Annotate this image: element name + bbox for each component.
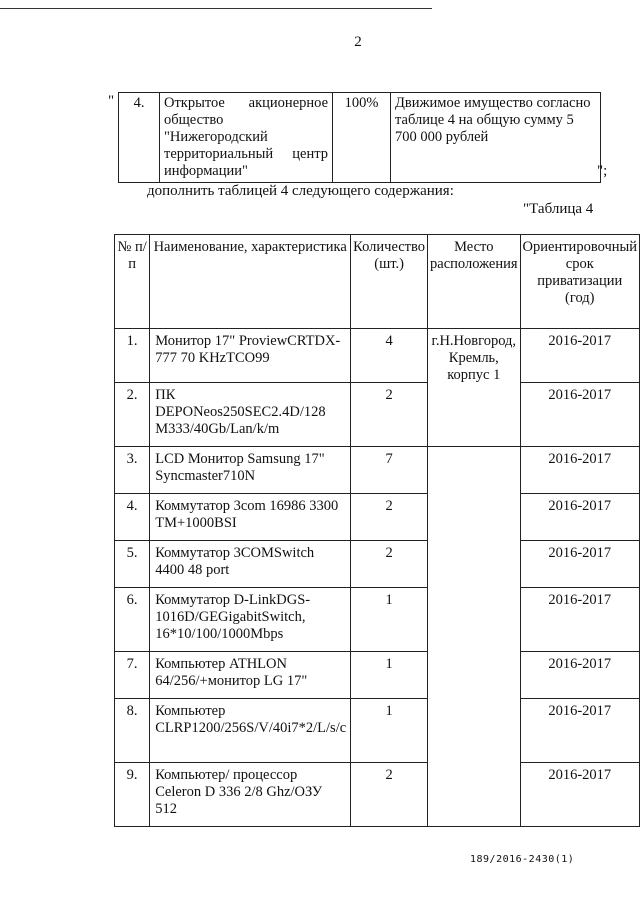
intro-text: дополнить таблицей 4 следующего содержания: [147, 183, 454, 199]
row-term: 2016-2017 [520, 652, 639, 699]
table-row [115, 447, 640, 494]
row-num: 7. [115, 652, 150, 699]
header-row [115, 235, 640, 329]
row-qty: 2 [351, 383, 428, 447]
row-num: 8. [115, 699, 150, 763]
header-name: Наименование, характеристика [150, 235, 351, 329]
table-row [115, 588, 640, 652]
top-rule [0, 8, 432, 9]
row-name: Коммутатор 3COMSwitch 4400 48 port [150, 541, 351, 588]
table-row [115, 699, 640, 763]
main-table [114, 234, 640, 827]
row-num: 5. [115, 541, 150, 588]
row-name: Компьютер CLRP1200/256S/V/40i7*2/L/s/c [150, 699, 351, 763]
header-term: Ориентировочный срок приватизации (год) [520, 235, 639, 329]
row-qty: 2 [351, 541, 428, 588]
header-qty: Количество (шт.) [351, 235, 428, 329]
row-name: Компьютер ATHLON 64/256/+монитор LG 17" [150, 652, 351, 699]
footer-code: 189/2016-2430(1) [470, 854, 575, 865]
row-term: 2016-2017 [520, 588, 639, 652]
row-qty: 2 [351, 494, 428, 541]
row-name: Компьютер/ процессор Celeron D 336 2/8 Ghz/ОЗУ 512 [150, 763, 351, 827]
row-qty: 7 [351, 447, 428, 494]
row-name: Коммутатор D-LinkDGS-1016D/GEGigabitSwitch, 16*10/100/1000Mbps [150, 588, 351, 652]
row-num: 3. [115, 447, 150, 494]
row-qty: 1 [351, 652, 428, 699]
row-qty: 1 [351, 699, 428, 763]
table-row [115, 383, 640, 447]
prev-row-num: 4. [119, 93, 160, 183]
row-num: 2. [115, 383, 150, 447]
row-num: 1. [115, 329, 150, 383]
row-qty: 4 [351, 329, 428, 383]
table-caption: "Таблица 4 [523, 201, 594, 217]
row-name: LCD Монитор Samsung 17" Syncmaster710N [150, 447, 351, 494]
row-num: 4. [115, 494, 150, 541]
row-qty: 1 [351, 588, 428, 652]
quote-close: "; [597, 163, 608, 179]
row-name: Монитор 17" ProviewCRTDX-777 70 KHzTCO99 [150, 329, 351, 383]
row-term: 2016-2017 [520, 494, 639, 541]
quote-open: " [108, 93, 115, 109]
prev-row-share: 100% [333, 93, 391, 183]
row-name: ПК DEPONeos250SEC2.4D/128 M333/40Gb/Lan/k/m [150, 383, 351, 447]
table-row [115, 652, 640, 699]
location-cell: г.Н.Новгород, Кремль, корпус 1 [428, 329, 521, 447]
table-row [115, 329, 640, 383]
row-term: 2016-2017 [520, 383, 639, 447]
table-row [115, 763, 640, 827]
prev-row-property: Движимое имущество согласно таблице 4 на общую сумму 5 700 000 рублей [391, 93, 601, 183]
header-location: Место расположения [428, 235, 521, 329]
prev-row-name: Открытое акционерное общество "Нижегородский территориальный центр информации" [160, 93, 333, 183]
row-name: Коммутатор 3com 16986 3300 TM+1000BSI [150, 494, 351, 541]
location-cell-empty [428, 447, 521, 827]
table-row [119, 93, 601, 183]
table-row [115, 494, 640, 541]
row-term: 2016-2017 [520, 329, 639, 383]
previous-table [118, 92, 601, 183]
header-num: № п/п [115, 235, 150, 329]
row-term: 2016-2017 [520, 447, 639, 494]
table-row [115, 541, 640, 588]
row-num: 6. [115, 588, 150, 652]
row-term: 2016-2017 [520, 763, 639, 827]
row-term: 2016-2017 [520, 541, 639, 588]
row-qty: 2 [351, 763, 428, 827]
page-number: 2 [354, 34, 362, 50]
row-term: 2016-2017 [520, 699, 639, 763]
row-num: 9. [115, 763, 150, 827]
